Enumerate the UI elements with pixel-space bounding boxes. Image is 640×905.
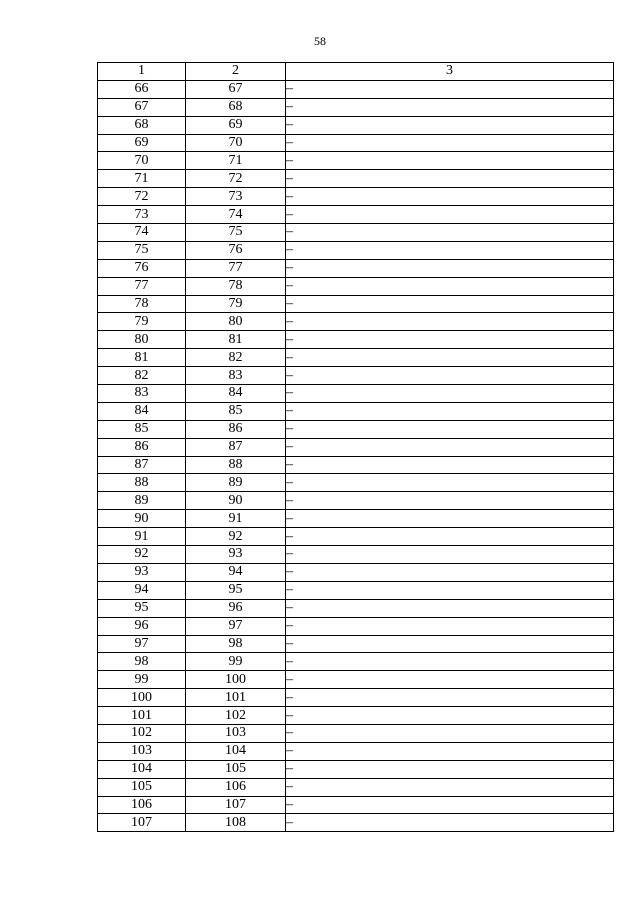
table-cell-col-3: – xyxy=(286,277,614,295)
table-row xyxy=(98,742,614,760)
table-cell-col-1: 66 xyxy=(98,80,186,98)
table-cell-col-1: 80 xyxy=(98,331,186,349)
table-cell-col-1: 79 xyxy=(98,313,186,331)
table-cell-col-1: 99 xyxy=(98,671,186,689)
table-cell-col-1: 93 xyxy=(98,563,186,581)
table-row xyxy=(98,528,614,546)
table-cell-col-2: 98 xyxy=(186,635,286,653)
table-cell-col-3: – xyxy=(286,224,614,242)
table-cell-col-3: – xyxy=(286,707,614,725)
table-row xyxy=(98,635,614,653)
table-row xyxy=(98,349,614,367)
table-cell-col-1: 74 xyxy=(98,224,186,242)
table-row xyxy=(98,510,614,528)
table-cell-col-3: – xyxy=(286,152,614,170)
table-row xyxy=(98,206,614,224)
table-cell-col-3: – xyxy=(286,456,614,474)
table-cell-col-2: 106 xyxy=(186,778,286,796)
table-cell-col-3: – xyxy=(286,599,614,617)
column-header-1: 1 xyxy=(98,63,186,81)
table-cell-col-3: – xyxy=(286,760,614,778)
table-header xyxy=(98,63,614,81)
table-cell-col-2: 85 xyxy=(186,402,286,420)
table-cell-col-2: 97 xyxy=(186,617,286,635)
table-row xyxy=(98,814,614,832)
table-cell-col-1: 69 xyxy=(98,134,186,152)
table-cell-col-1: 76 xyxy=(98,259,186,277)
table-cell-col-2: 81 xyxy=(186,331,286,349)
table-cell-col-1: 86 xyxy=(98,438,186,456)
table-row xyxy=(98,170,614,188)
table-cell-col-3: – xyxy=(286,98,614,116)
column-header-2: 2 xyxy=(186,63,286,81)
table-cell-col-1: 75 xyxy=(98,241,186,259)
table-cell-col-1: 82 xyxy=(98,367,186,385)
table-cell-col-1: 94 xyxy=(98,581,186,599)
table-row xyxy=(98,724,614,742)
table-cell-col-1: 84 xyxy=(98,402,186,420)
table-cell-col-2: 90 xyxy=(186,492,286,510)
table-cell-col-3: – xyxy=(286,563,614,581)
table-cell-col-2: 75 xyxy=(186,224,286,242)
table-row xyxy=(98,241,614,259)
table-cell-col-2: 83 xyxy=(186,367,286,385)
table-cell-col-2: 102 xyxy=(186,707,286,725)
table-cell-col-1: 100 xyxy=(98,689,186,707)
table-cell-col-3: – xyxy=(286,581,614,599)
table-cell-col-2: 80 xyxy=(186,313,286,331)
table-cell-col-1: 105 xyxy=(98,778,186,796)
table-row xyxy=(98,295,614,313)
table-row xyxy=(98,259,614,277)
table-cell-col-1: 101 xyxy=(98,707,186,725)
table-cell-col-3: – xyxy=(286,689,614,707)
header-row xyxy=(98,63,614,81)
table-row xyxy=(98,671,614,689)
table-cell-col-1: 77 xyxy=(98,277,186,295)
table-row xyxy=(98,474,614,492)
table-cell-col-2: 71 xyxy=(186,152,286,170)
table-cell-col-3: – xyxy=(286,671,614,689)
table-cell-col-1: 97 xyxy=(98,635,186,653)
table-cell-col-1: 106 xyxy=(98,796,186,814)
table-cell-col-2: 67 xyxy=(186,80,286,98)
table-cell-col-2: 74 xyxy=(186,206,286,224)
table-row xyxy=(98,134,614,152)
table-cell-col-2: 78 xyxy=(186,277,286,295)
table-cell-col-1: 87 xyxy=(98,456,186,474)
table-cell-col-1: 72 xyxy=(98,188,186,206)
table-cell-col-2: 86 xyxy=(186,420,286,438)
column-header-3: 3 xyxy=(286,63,614,81)
table-cell-col-1: 90 xyxy=(98,510,186,528)
table-cell-col-2: 107 xyxy=(186,796,286,814)
table-cell-col-3: – xyxy=(286,206,614,224)
table-cell-col-3: – xyxy=(286,796,614,814)
table-row xyxy=(98,188,614,206)
table-cell-col-1: 71 xyxy=(98,170,186,188)
table-row xyxy=(98,224,614,242)
table-cell-col-1: 78 xyxy=(98,295,186,313)
table-cell-col-3: – xyxy=(286,313,614,331)
table-cell-col-1: 85 xyxy=(98,420,186,438)
table-cell-col-3: – xyxy=(286,546,614,564)
table-cell-col-2: 105 xyxy=(186,760,286,778)
table-cell-col-3: – xyxy=(286,331,614,349)
table-row xyxy=(98,581,614,599)
table-cell-col-1: 92 xyxy=(98,546,186,564)
table-cell-col-2: 103 xyxy=(186,724,286,742)
table-row xyxy=(98,617,614,635)
table-row xyxy=(98,438,614,456)
table-row xyxy=(98,796,614,814)
table-cell-col-3: – xyxy=(286,349,614,367)
table-cell-col-3: – xyxy=(286,188,614,206)
table-row xyxy=(98,707,614,725)
table-row xyxy=(98,420,614,438)
table-row xyxy=(98,402,614,420)
table-cell-col-1: 81 xyxy=(98,349,186,367)
table-cell-col-2: 89 xyxy=(186,474,286,492)
table-cell-col-2: 99 xyxy=(186,653,286,671)
table-cell-col-2: 91 xyxy=(186,510,286,528)
table-row xyxy=(98,492,614,510)
table-cell-col-2: 93 xyxy=(186,546,286,564)
table-cell-col-2: 68 xyxy=(186,98,286,116)
table-cell-col-2: 96 xyxy=(186,599,286,617)
table-row xyxy=(98,653,614,671)
table-cell-col-1: 67 xyxy=(98,98,186,116)
table-cell-col-2: 95 xyxy=(186,581,286,599)
table-cell-col-2: 101 xyxy=(186,689,286,707)
table-cell-col-3: – xyxy=(286,420,614,438)
table-row xyxy=(98,599,614,617)
table-cell-col-1: 103 xyxy=(98,742,186,760)
table-cell-col-3: – xyxy=(286,742,614,760)
table-cell-col-1: 98 xyxy=(98,653,186,671)
table-cell-col-1: 102 xyxy=(98,724,186,742)
table-cell-col-2: 82 xyxy=(186,349,286,367)
table-cell-col-1: 95 xyxy=(98,599,186,617)
data-table xyxy=(97,62,614,832)
table-cell-col-1: 88 xyxy=(98,474,186,492)
table-cell-col-3: – xyxy=(286,617,614,635)
table-cell-col-2: 87 xyxy=(186,438,286,456)
table-row xyxy=(98,313,614,331)
table-cell-col-3: – xyxy=(286,295,614,313)
table-cell-col-3: – xyxy=(286,724,614,742)
table-cell-col-2: 108 xyxy=(186,814,286,832)
table-cell-col-3: – xyxy=(286,259,614,277)
table-cell-col-3: – xyxy=(286,402,614,420)
table-cell-col-1: 91 xyxy=(98,528,186,546)
table-cell-col-1: 96 xyxy=(98,617,186,635)
table-cell-col-3: – xyxy=(286,170,614,188)
table-cell-col-2: 94 xyxy=(186,563,286,581)
table-cell-col-2: 70 xyxy=(186,134,286,152)
table-cell-col-3: – xyxy=(286,814,614,832)
table-cell-col-2: 72 xyxy=(186,170,286,188)
table-row xyxy=(98,277,614,295)
table-row xyxy=(98,760,614,778)
table-cell-col-3: – xyxy=(286,653,614,671)
table-cell-col-2: 84 xyxy=(186,385,286,403)
table-cell-col-1: 70 xyxy=(98,152,186,170)
table-cell-col-1: 89 xyxy=(98,492,186,510)
table-row xyxy=(98,80,614,98)
table-row xyxy=(98,546,614,564)
table-cell-col-1: 104 xyxy=(98,760,186,778)
table-cell-col-1: 83 xyxy=(98,385,186,403)
table-cell-col-3: – xyxy=(286,474,614,492)
page-number: 58 xyxy=(314,34,326,48)
table-cell-col-2: 92 xyxy=(186,528,286,546)
table-cell-col-3: – xyxy=(286,510,614,528)
table-cell-col-3: – xyxy=(286,635,614,653)
table-cell-col-3: – xyxy=(286,80,614,98)
table-body xyxy=(98,80,614,831)
table-cell-col-3: – xyxy=(286,241,614,259)
table-row xyxy=(98,385,614,403)
table-cell-col-2: 88 xyxy=(186,456,286,474)
table-cell-col-1: 73 xyxy=(98,206,186,224)
table-cell-col-2: 69 xyxy=(186,116,286,134)
table-row xyxy=(98,689,614,707)
table-row xyxy=(98,331,614,349)
table-cell-col-2: 100 xyxy=(186,671,286,689)
table-cell-col-2: 73 xyxy=(186,188,286,206)
table-cell-col-3: – xyxy=(286,528,614,546)
table-cell-col-3: – xyxy=(286,438,614,456)
table-cell-col-3: – xyxy=(286,367,614,385)
table-cell-col-3: – xyxy=(286,492,614,510)
table-cell-col-2: 79 xyxy=(186,295,286,313)
table-cell-col-3: – xyxy=(286,778,614,796)
table-cell-col-3: – xyxy=(286,116,614,134)
table-cell-col-3: – xyxy=(286,385,614,403)
table-cell-col-2: 77 xyxy=(186,259,286,277)
table-cell-col-1: 68 xyxy=(98,116,186,134)
table-row xyxy=(98,152,614,170)
table-cell-col-1: 107 xyxy=(98,814,186,832)
table-row xyxy=(98,116,614,134)
table-row xyxy=(98,367,614,385)
table-row xyxy=(98,778,614,796)
table-row xyxy=(98,456,614,474)
table-cell-col-3: – xyxy=(286,134,614,152)
table-cell-col-2: 104 xyxy=(186,742,286,760)
table-row xyxy=(98,563,614,581)
table-row xyxy=(98,98,614,116)
table-cell-col-2: 76 xyxy=(186,241,286,259)
